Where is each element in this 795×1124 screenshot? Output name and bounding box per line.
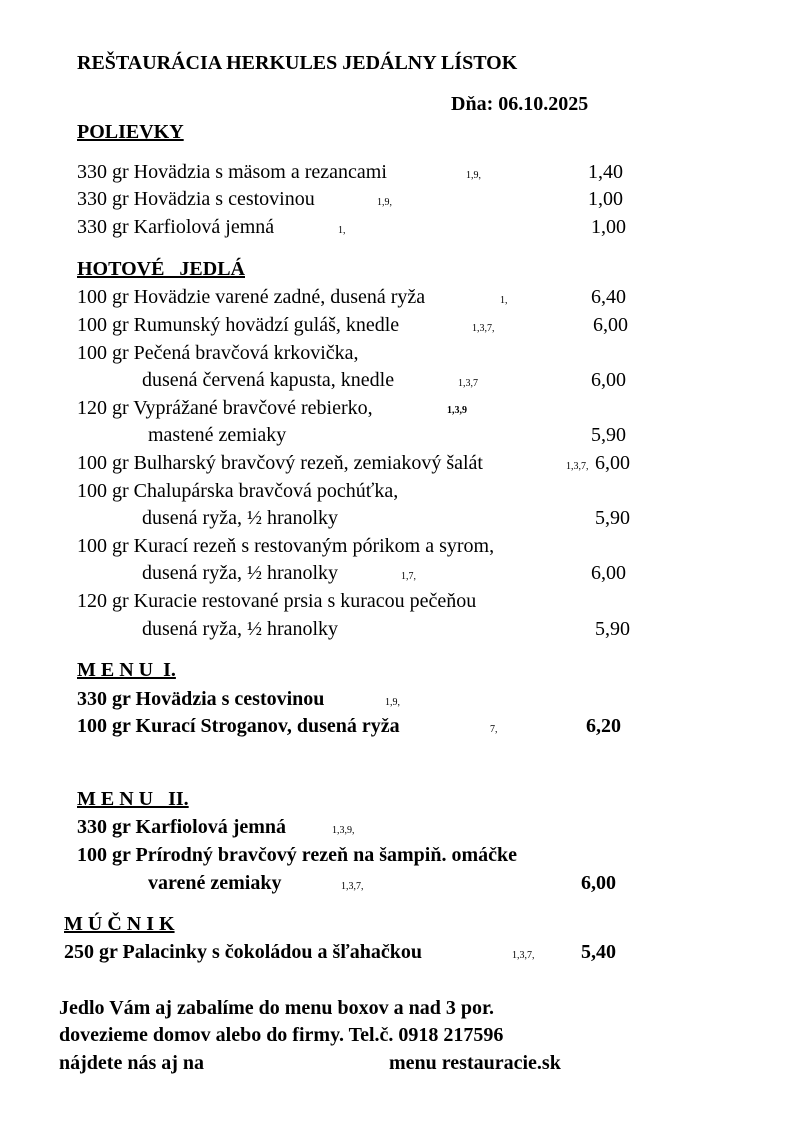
dish-item-5-price: 6,00 <box>595 452 630 474</box>
footer-delivery-line: Jedlo Vám aj zabalíme do menu boxov a nad 3 por. <box>59 997 495 1019</box>
soup-item-1-price: 1,40 <box>588 161 623 183</box>
dish-item-2: 100 gr Rumunský hovädzí guláš, knedle <box>77 314 400 336</box>
menu2-item-1: 330 gr Karfiolová jemná <box>77 816 287 838</box>
dish-item-8-line2: dusená ryža, ½ hranolky <box>142 618 339 640</box>
dish-item-5-allergens: 1,3,7, <box>566 461 589 472</box>
menu1-price: 6,20 <box>586 715 621 737</box>
soup-item-3-allergens: 1, <box>338 225 346 236</box>
menu1-item-2-allergens: 7, <box>490 724 498 735</box>
menu1-item-2: 100 gr Kurací Stroganov, dusená ryža <box>77 715 400 737</box>
dish-item-4-price: 5,90 <box>591 424 626 446</box>
dish-item-3-allergens: 1,3,7 <box>458 378 478 389</box>
menu2-price: 6,00 <box>581 872 616 894</box>
menu1-item-1-allergens: 1,9, <box>385 697 400 708</box>
dish-item-4-line1: 120 gr Vyprážané bravčové rebierko, <box>77 397 373 419</box>
menu2-item-1-allergens: 1,3,9, <box>332 825 355 836</box>
section-heading-mucnik: M Ú Č N I K <box>64 913 175 935</box>
dish-item-6-price: 5,90 <box>595 507 630 529</box>
dish-item-3-line2: dusená červená kapusta, knedle <box>142 369 395 391</box>
footer-find-us-label: nájdete nás aj na <box>59 1052 205 1074</box>
soup-item-2-price: 1,00 <box>588 188 623 210</box>
section-heading-hotove-jedla: HOTOVÉ JEDLÁ <box>77 258 245 280</box>
dish-item-1-price: 6,40 <box>591 286 626 308</box>
dish-item-2-price: 6,00 <box>593 314 628 336</box>
dessert-item-1-price: 5,40 <box>581 941 616 963</box>
soup-item-2: 330 gr Hovädzia s cestovinou <box>77 188 315 210</box>
dish-item-6-line1: 100 gr Chalupárska bravčová pochúťka, <box>77 480 399 502</box>
footer-phone-line: dovezieme domov alebo do firmy. Tel.č. 0918 217596 <box>59 1024 504 1046</box>
soup-item-3-price: 1,00 <box>591 216 626 238</box>
menu2-item-2: 100 gr Prírodný bravčový rezeň na šampiň. omáčke <box>77 844 517 866</box>
menu2-item-3: varené zemiaky <box>148 872 282 894</box>
dish-item-3-line1: 100 gr Pečená bravčová krkovička, <box>77 342 359 364</box>
dish-item-4-line2: mastené zemiaky <box>148 424 287 446</box>
dessert-item-1: 250 gr Palacinky s čokoládou a šľahačkou <box>64 941 422 963</box>
dish-item-8-line1: 120 gr Kuracie restované prsia s kuracou pečeňou <box>77 590 477 612</box>
soup-item-1: 330 gr Hovädzia s mäsom a rezancami <box>77 161 387 183</box>
soup-item-3: 330 gr Karfiolová jemná <box>77 216 275 238</box>
dish-item-7-line2: dusená ryža, ½ hranolky <box>142 562 339 584</box>
dish-item-7-allergens: 1,7, <box>401 571 416 582</box>
section-heading-menu-1: M E N U I. <box>77 659 176 681</box>
dish-item-8-price: 5,90 <box>595 618 630 640</box>
section-heading-menu-2: M E N U II. <box>77 788 189 810</box>
dish-item-6-line2: dusená ryža, ½ hranolky <box>142 507 339 529</box>
dish-item-1-allergens: 1, <box>500 295 508 306</box>
page-title: REŠTAURÁCIA HERKULES JEDÁLNY LÍSTOK <box>77 52 518 74</box>
footer-website-link[interactable]: menu restauracie.sk <box>389 1052 561 1074</box>
section-heading-polievky: POLIEVKY <box>77 121 184 143</box>
dish-item-1: 100 gr Hovädzie varené zadné, dusená ryža <box>77 286 426 308</box>
dish-item-5: 100 gr Bulharský bravčový rezeň, zemiakový šalát <box>77 452 483 474</box>
dish-item-3-price: 6,00 <box>591 369 626 391</box>
menu1-item-1: 330 gr Hovädzia s cestovinou <box>77 688 325 710</box>
menu2-item-3-allergens: 1,3,7, <box>341 881 364 892</box>
dish-item-7-line1: 100 gr Kurací rezeň s restovaným pórikom a syrom, <box>77 535 495 557</box>
soup-item-2-allergens: 1,9, <box>377 197 392 208</box>
dish-item-2-allergens: 1,3,7, <box>472 323 495 334</box>
dessert-item-1-allergens: 1,3,7, <box>512 950 535 961</box>
menu-date: Dňa: 06.10.2025 <box>451 93 589 115</box>
soup-item-1-allergens: 1,9, <box>466 170 481 181</box>
dish-item-7-price: 6,00 <box>591 562 626 584</box>
dish-item-4-allergens: 1,3,9 <box>447 405 467 416</box>
